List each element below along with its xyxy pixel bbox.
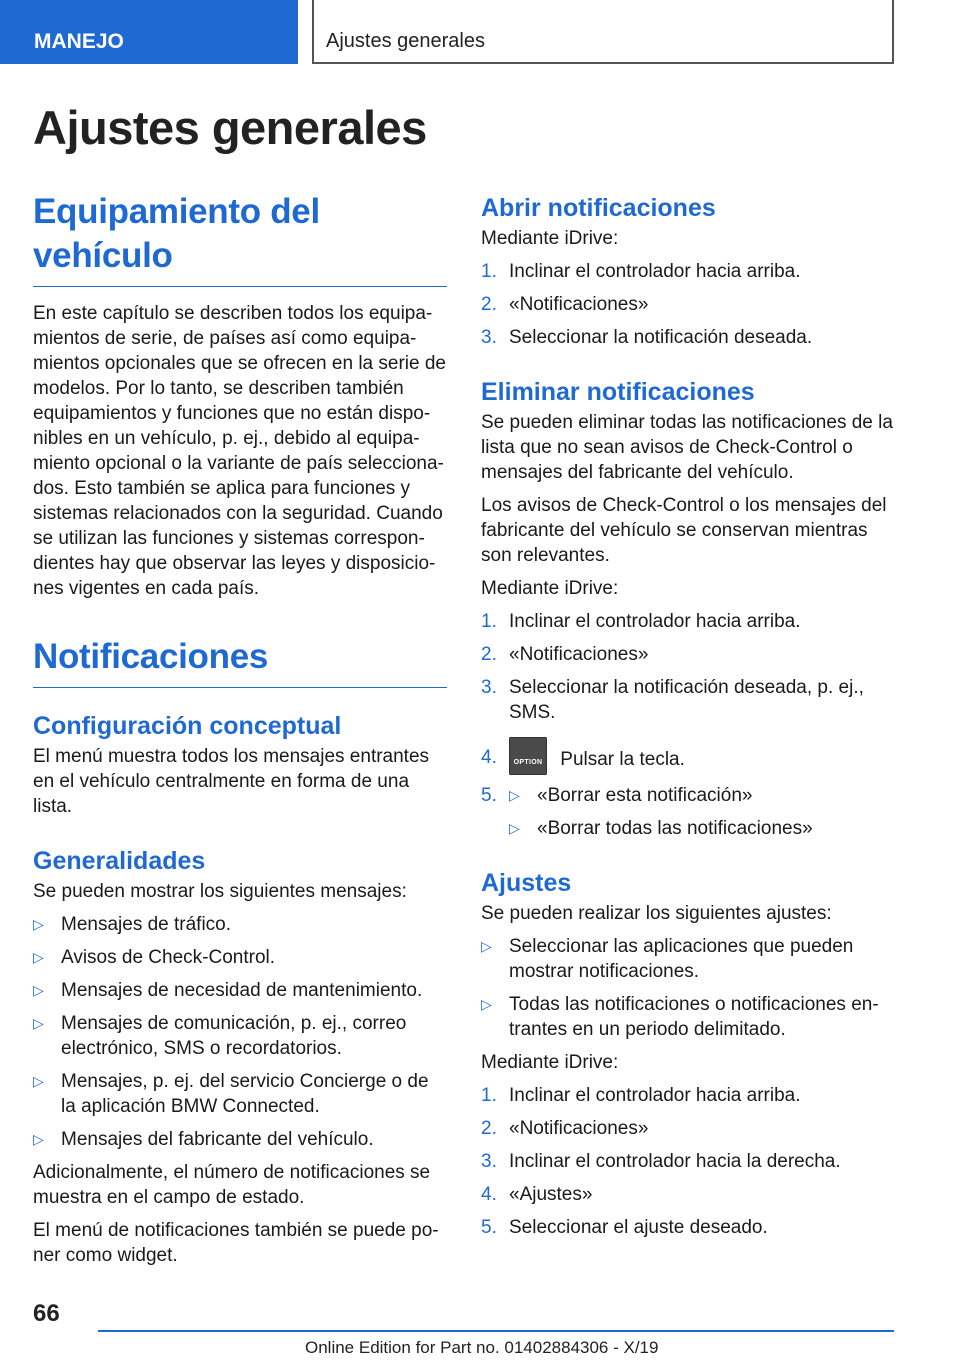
list-item: 1. Inclinar el controlador hacia arriba. [481, 1085, 801, 1106]
list-item: 3. Seleccionar la notificación deseada. [481, 327, 813, 348]
section-tab: MANEJO [0, 0, 298, 64]
triangle-bullet-icon: ▷ [481, 938, 492, 954]
paragraph-idrive: Mediante iDrive: [481, 578, 619, 599]
abrir-steps [481, 259, 895, 350]
heading-eliminar: Eliminar notificaciones [481, 378, 755, 406]
paragraph-adicional: Adicionalmente, el número de notificaciones se muestra en el campo de estado. [33, 1162, 431, 1208]
page-number: 66 [33, 1300, 60, 1327]
heading-configuracion: Configuración conceptual [33, 712, 342, 740]
paragraph-equipamiento: En este capítulo se describen todos los equipa-mientos de serie, de países así como equipa-mientos opcionales que se ofrecen en la serie de modelos. Por lo tanto, se describen también equipamientos y funciones que no están dispo-nibles en un vehículo, p. ej., debido al equipa-miento opcional o la variante de país selecciona-dos. Esto también se aplica para funciones y sistemas relacionados con la seguridad. Cuando se utilizan las funciones y sistemas correspon-dientes hay que observar las leyes y disposicio-nes vigentes en cada país. [33, 303, 446, 599]
list-item: 2. «Notificaciones» [481, 644, 649, 665]
paragraph-widget: El menú de notificaciones también se puede po-ner como widget. [33, 1220, 439, 1266]
list-item: ▷ Mensajes del fabricante del vehículo. [33, 1129, 374, 1150]
list-item: 4. OPTION Pulsar la tecla. [481, 737, 895, 775]
triangle-bullet-icon: ▷ [481, 996, 492, 1012]
list-item: ▷ Avisos de Check-Control. [33, 947, 276, 968]
list-item: 3. Inclinar el controlador hacia la derecha. [481, 1151, 841, 1172]
right-column [481, 192, 895, 1248]
eliminar-steps [481, 609, 895, 841]
list-item: ▷ Seleccionar las aplicaciones que pueden mostrar notificaciones. [481, 936, 854, 982]
ajustes-steps [481, 1083, 895, 1240]
heading-equipamiento: Equipamiento del vehículo [33, 190, 447, 287]
list-item: 2. «Notificaciones» [481, 1118, 649, 1139]
paragraph-idrive: Mediante iDrive: [481, 228, 619, 249]
triangle-bullet-icon: ▷ [33, 916, 44, 932]
list-item: ▷ Mensajes de tráfico. [33, 914, 232, 935]
triangle-bullet-icon: ▷ [509, 787, 520, 803]
paragraph-eliminar-1: Se pueden eliminar todas las notificaciones de la lista que no sean avisos de Check-Control o mensajes del fabricante del vehículo. [481, 412, 893, 483]
footer-divider [98, 1330, 894, 1332]
triangle-bullet-icon: ▷ [33, 1073, 44, 1089]
footer-edition: Online Edition for Part no. 01402884306 - X/19 [305, 1338, 659, 1357]
sub-option: ▷ «Borrar todas las notificaciones» [509, 818, 813, 839]
message-types-list [33, 912, 447, 1152]
sub-option: ▷ «Borrar esta notificación» [509, 785, 753, 806]
list-item: 5. Seleccionar el ajuste deseado. [481, 1217, 768, 1238]
left-column [33, 190, 447, 1276]
triangle-bullet-icon: ▷ [33, 982, 44, 998]
triangle-bullet-icon: ▷ [33, 1131, 44, 1147]
triangle-bullet-icon: ▷ [33, 949, 44, 965]
list-item: 1. Inclinar el controlador hacia arriba. [481, 261, 801, 282]
triangle-bullet-icon: ▷ [509, 820, 520, 836]
list-item: ▷ Mensajes de necesidad de mantenimiento. [33, 980, 423, 1001]
list-item: 3. Seleccionar la notificación deseada, p. ej., SMS. [481, 677, 864, 723]
heading-abrir: Abrir notificaciones [481, 194, 716, 222]
list-item: ▷ Todas las notificaciones o notificaciones en-trantes en un periodo delimitado. [481, 994, 879, 1040]
list-item: 1. Inclinar el controlador hacia arriba. [481, 611, 801, 632]
chapter-header: Ajustes generales [312, 0, 894, 64]
list-item: 4. «Ajustes» [481, 1184, 593, 1205]
heading-notificaciones: Notificaciones [33, 635, 447, 688]
paragraph-generalidades: Se pueden mostrar los siguientes mensajes: [33, 881, 407, 902]
option-button-icon: OPTION [509, 737, 547, 775]
paragraph-eliminar-2: Los avisos de Check-Control o los mensajes del fabricante del vehículo se conservan mientras son relevantes. [481, 495, 887, 566]
paragraph-idrive: Mediante iDrive: [481, 1052, 619, 1073]
list-item: 5. ▷ «Borrar esta notificación» ▷ «Borrar todas las notificaciones» [481, 783, 895, 841]
list-item: 2. «Notificaciones» [481, 294, 649, 315]
heading-ajustes: Ajustes [481, 869, 572, 897]
paragraph-ajustes: Se pueden realizar los siguientes ajustes: [481, 903, 832, 924]
paragraph-configuracion: El menú muestra todos los mensajes entrantes en el vehículo centralmente en forma de una lista. [33, 746, 430, 817]
page-title: Ajustes generales [33, 101, 427, 154]
heading-generalidades: Generalidades [33, 847, 206, 875]
list-item: ▷ Mensajes de comunicación, p. ej., correo electrónico, SMS o recordatorios. [33, 1013, 407, 1059]
list-item: ▷ Mensajes, p. ej. del servicio Concierge o de la aplicación BMW Connected. [33, 1071, 429, 1117]
ajustes-list [481, 934, 895, 1042]
triangle-bullet-icon: ▷ [33, 1015, 44, 1031]
